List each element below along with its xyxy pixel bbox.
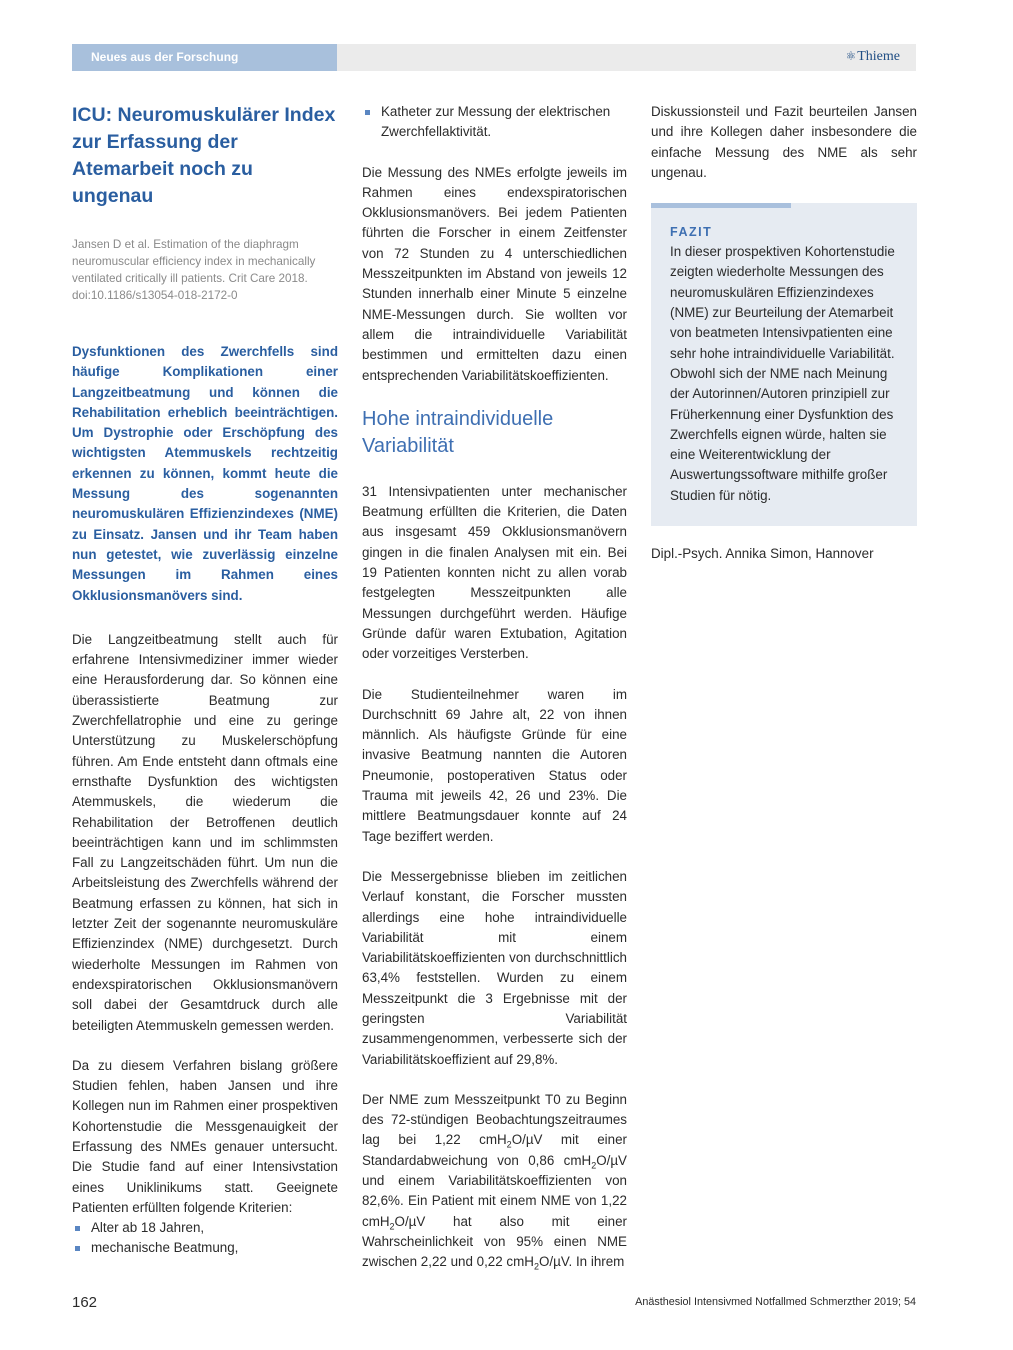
- criteria-list: [72, 1218, 338, 1259]
- fazit-text: In dieser prospektiven Kohortenstudie zeigten wiederholte Messungen des neuromuskulären Effizienzindexes (NME) zur Beurteilung der Atemarbeit von beatmeten Intensivpatienten eine sehr hohe intraindividuelle Variabilität. Obwohl sich der NME nach Meinung der Autorinnen/Autoren prinzipiell zur Früherkennung einer Dysfunktion des Zwerchfells eignen würde, halten sie eine Weiterentwicklung der Auswertungssoftware mithilfe großer Studien für nötig.: [670, 244, 895, 503]
- column-right: [651, 102, 917, 584]
- column-left: [72, 102, 338, 1259]
- body-paragraph: Die Messung des NMEs erfolgte jeweils im Rahmen eines endexspiratorischen Okklusionsmanövers. Bei jedem Patienten führten die Forscher in einem Zeitfenster von 72 Stunden zu 4 unterschiedlichen Messzeitpunkten im Abstand von jeweils 12 Stunden innerhalb einer Minute 5 einzelne NME-Messungen durch. Sie wollten vor allem die intraindividuelle Variabilität bestimmen und ermittelten dazu einen entsprechenden Variabilitätskoeffizienten.: [362, 164, 627, 383]
- text-run: O/µV hat also mit einer Wahrscheinlichkeit von 95% einen NME zwischen 2,22 und 0,22 cmH: [362, 1213, 627, 1270]
- body-paragraph: Da zu diesem Verfahren bislang größere Studien fehlen, haben Jansen und ihre Kollegen nun im Rahmen einer prospektiven Kohortenstudie die Messgenauigkeit der Erfassung des NMEs genauer untersucht. Die Studie fand auf einer Intensivstation eines Uniklinikums statt. Geeignete Patienten erfüllten folgende Kriterien:: [72, 1057, 338, 1215]
- list-item: Alter ab 18 Jahren,: [72, 1218, 338, 1238]
- page-number: 162: [72, 1294, 98, 1311]
- subscript: 2: [533, 1261, 539, 1272]
- author-line: Dipl.-Psych. Annika Simon, Hannover: [651, 546, 874, 562]
- section-label-box: [72, 44, 337, 71]
- thieme-logo-icon: ⚛: [845, 49, 857, 63]
- journal-citation: Anästhesiol Intensivmed Notfallmed Schmerzther 2019; 54: [635, 1296, 916, 1308]
- body-paragraph: Die Studienteilnehmer waren im Durchschnitt 69 Jahre alt, 22 von ihnen männlich. Als häufigste Gründe für eine invasive Beatmung nannten die Autoren Pneumonie, postoperativen Status oder Trauma mit jeweils 42, 26 und 23%. Die mittlere Beatmungsdauer konnte auf 24 Tage beziffert werden.: [362, 686, 627, 844]
- column-middle: [362, 102, 627, 1293]
- fazit-accent-bar: [651, 203, 791, 208]
- subscript: 2: [389, 1221, 395, 1232]
- text-run: O/µV. In ihrem: [538, 1254, 625, 1270]
- lead-paragraph: Dysfunktionen des Zwerchfells sind häufige Komplikationen einer Langzeitbeatmung und können die Rehabilitation erheblich beeinträchtigen. Um Dystrophie oder Erschöpfung des wichtigsten Atemmuskels rechtzeitig erkennen zu können, kommt heute die Messung des sogenannten neuromuskulären Effizienzindexes (NME) zu Einsatz. Jansen und ihr Team haben nun getestet, wie zuverlässig einzelne Messungen im Rahmen eines Okklusionsmanövers sind.: [72, 344, 338, 603]
- fazit-title: FAZIT: [670, 225, 713, 240]
- text-run: O/µV mit einer Standardabweichung von 0,86 cmH: [362, 1132, 627, 1168]
- criteria-list-continued: [362, 102, 627, 143]
- text-run: Der NME zum Messzeitpunkt T0 zu Beginn des 72-stündigen Beobachtungszeitraumes lag bei 1,22 cmH: [362, 1091, 627, 1148]
- section-label: Neues aus der Forschung: [91, 50, 239, 64]
- list-item: mechanische Beatmung,: [72, 1238, 338, 1258]
- text-run: O/µV und einem Variabilitätskoeffizienten von 82,6%. Ein Patient mit einem NME von 1,22 cmH: [362, 1152, 627, 1229]
- list-item: Katheter zur Messung der elektrischen Zwerchfellaktivität.: [362, 102, 627, 143]
- article-title: ICU: Neuromuskulärer Index zur Erfassung der Atemarbeit noch zu ungenau: [72, 104, 336, 207]
- subscript: 2: [591, 1160, 597, 1171]
- fazit-box: [651, 203, 917, 526]
- publisher-name: Thieme: [857, 49, 900, 64]
- subscript: 2: [506, 1140, 512, 1151]
- body-paragraph: 31 Intensivpatienten unter mechanischer Beatmung erfüllten die Kriterien, die Daten aus insgesamt 459 Okklusionsmanövern gingen in die finalen Analysen mit ein. Bei 19 Patienten konnten nicht zu allen vorab festgelegten Messzeitpunkten alle Messungen durchgeführt werden. Häufige Gründe dafür waren Extubation, Agitation oder vorzeitiges Versterben.: [362, 483, 627, 662]
- body-paragraph: Die Messergebnisse blieben im zeitlichen Verlauf konstant, die Forscher mussten allerdings eine hohe intraindividuelle Variabilität mit einem Variabilitätskoeffizienten von durchschnittlich 63,4% feststellen. Wurden zu einem Messzeitpunkt die 3 Ergebnisse mit der geringsten Variabilität zusammengenommen, verbesserte sich der Variabilitätskoeffizient auf 29,8%.: [362, 868, 627, 1067]
- body-paragraph: [362, 1090, 627, 1273]
- section-heading: Hohe intraindividuelle Variabilität: [362, 407, 554, 457]
- body-paragraph: Die Langzeitbeatmung stellt auch für erfahrene Intensivmediziner immer wieder eine Herausforderung dar. So können eine überassistierte Beatmung zur Zwerchfellatrophie und eine zu geringe Unterstützung zu Muskelerschöpfung führen. Am Ende entsteht dann oftmals eine ernsthafte Dysfunktion des wichtigsten Atemmuskels, die wiederum die Rehabilitation der Betroffenen deutlich beeinträchtigen kann und im schlimmsten Fall zu Langzeitschäden führt. Um nun die Arbeitsleistung des Zwerchfells während der Beatmung erfassen zu können, hat sich in letzter Zeit der sogenannte neuromuskuläre Effizienzindex (NME) durchgesetzt. Durch wiederholte Messungen im Rahmen von endexspiratorischen Okklusionsmanövern soll dabei der Gesamtdruck durch alle beteiligten Atemmuskeln gemessen werden.: [72, 631, 338, 1033]
- publisher-logo: [845, 49, 900, 65]
- header-band: [72, 44, 916, 71]
- body-paragraph: Diskussionsteil und Fazit beurteilen Jansen und ihre Kollegen daher insbesondere die einfache Messung des NME als sehr ungenau.: [651, 104, 917, 180]
- citation-reference: Jansen D et al. Estimation of the diaphragm neuromuscular efficiency index in mechanically ventilated critically ill patients. Crit Care 2018. doi:10.1186/s13054-018-2172-0: [72, 238, 316, 302]
